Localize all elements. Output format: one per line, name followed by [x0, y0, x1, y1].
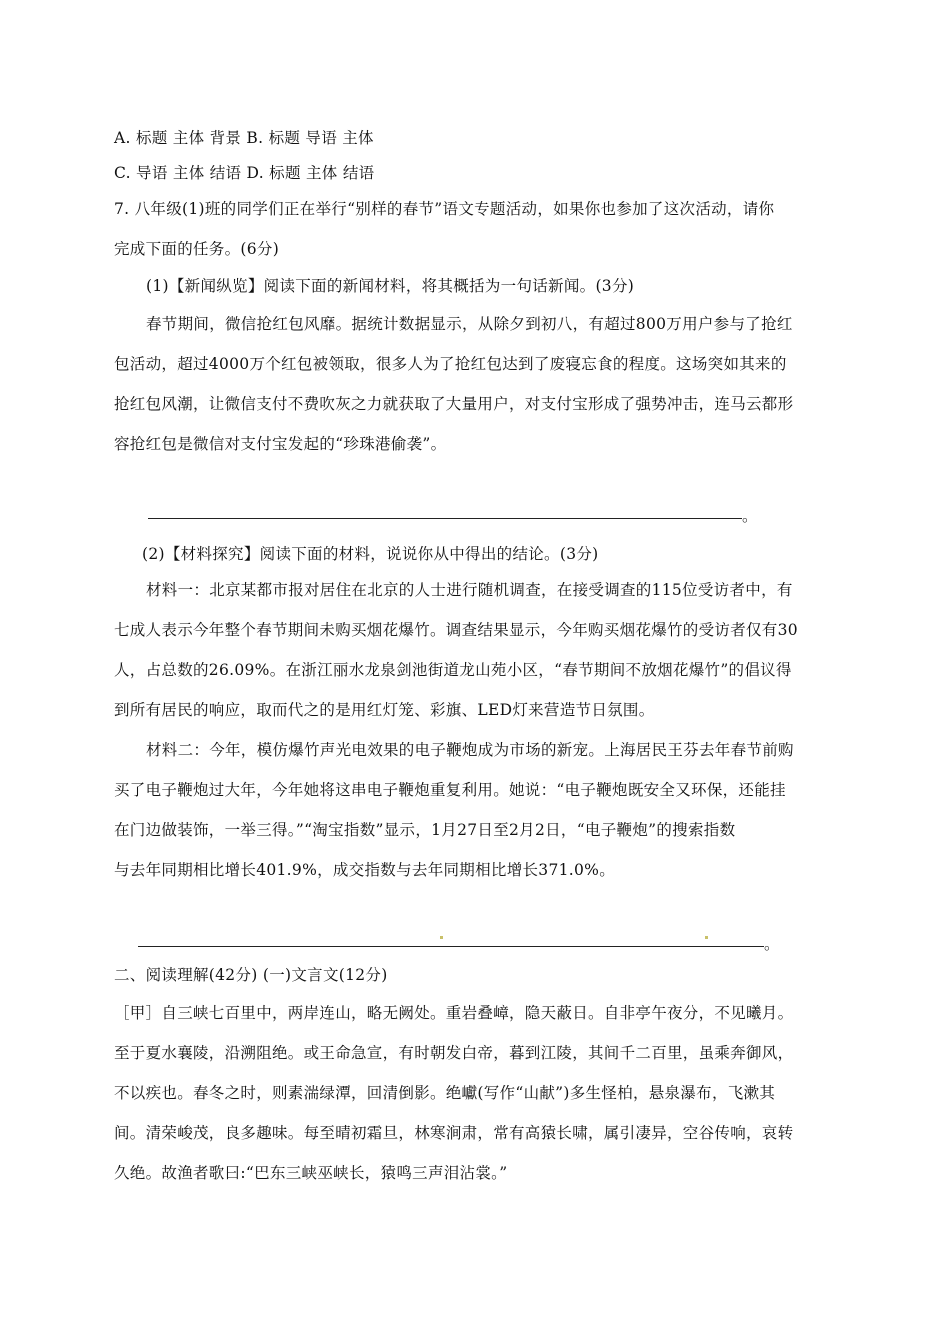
- material2-line: 在门边做装饰，一举三得。”“淘宝指数”显示，1月27日至2月2日，“电子鞭炮”的搜索指数: [114, 821, 736, 839]
- passage-line: ［甲］自三峡七百里中，两岸连山，略无阙处。重岩叠嶂，隐天蔽日。自非亭午夜分，不见曦月。: [114, 1004, 794, 1022]
- part2-end-mark: 。: [764, 935, 780, 953]
- passage-line: 不以疾也。春冬之时，则素湍绿潭，回清倒影。绝巘(写作“山献”)多生怪柏，悬泉瀑布，飞漱其: [114, 1084, 776, 1102]
- material1-line: 七成人表示今年整个春节期间未购买烟花爆竹。调查结果显示，今年购买烟花爆竹的受访者仅有30: [114, 621, 798, 639]
- passage-line: 间。清荣峻茂，良多趣味。每至晴初霜旦，林寒涧肃，常有高猿长啸，属引凄异，空谷传响，哀转: [114, 1124, 794, 1142]
- blank-marker: [705, 936, 708, 939]
- part1-answer-blank[interactable]: [148, 518, 742, 519]
- material1-line: 人，占总数的26.09%。在浙江丽水龙泉剑池街道龙山苑小区，“春节期间不放烟花爆竹”的倡议得: [114, 661, 792, 679]
- material1-line: 到所有居民的响应，取而代之的是用红灯笼、彩旗、LED灯来营造节日氛围。: [114, 701, 655, 719]
- material1-line: 材料一：北京某都市报对居住在北京的人士进行随机调查，在接受调查的115位受访者中，有: [146, 581, 793, 599]
- material2-line: 买了电子鞭炮过大年，今年她将这串电子鞭炮重复利用。她说：“电子鞭炮既安全又环保，还能挂: [114, 781, 786, 799]
- part2-answer-blank[interactable]: [138, 946, 764, 947]
- part1-prompt: (1)【新闻纵览】阅读下面的新闻材料，将其概括为一句话新闻。(3分): [146, 277, 635, 295]
- question-7-line-1: 7. 八年级(1)班的同学们正在举行“别样的春节”语文专题活动，如果你也参加了这次活动，请你: [114, 200, 775, 218]
- part1-para-line: 容抢红包是微信对支付宝发起的“珍珠港偷袭”。: [114, 435, 447, 453]
- part1-end-mark: 。: [742, 507, 758, 525]
- blank-marker: [440, 936, 443, 939]
- part1-para-line: 春节期间，微信抢红包风靡。据统计数据显示，从除夕到初八，有超过800万用户参与了抢红: [146, 315, 793, 333]
- passage-line: 久绝。故渔者歌曰:“巴东三峡巫峡长，猿鸣三声泪沾裳。”: [114, 1164, 508, 1182]
- part1-para-line: 抢红包风潮，让微信支付不费吹灰之力就获取了大量用户，对支付宝形成了强势冲击，连马云都形: [114, 395, 794, 413]
- material2-line: 与去年同期相比增长401.9%，成交指数与去年同期相比增长371.0%。: [114, 861, 616, 879]
- section-2-heading: 二、阅读理解(42分) (一)文言文(12分): [114, 966, 388, 984]
- part2-prompt: (2)【材料探究】阅读下面的材料，说说你从中得出的结论。(3分): [142, 545, 599, 563]
- part1-para-line: 包活动，超过4000万个红包被领取，很多人为了抢红包达到了废寝忘食的程度。这场突如其来的: [114, 355, 787, 373]
- options-row-1: A. 标题 主体 背景 B. 标题 导语 主体: [114, 129, 374, 147]
- passage-line: 至于夏水襄陵，沿溯阻绝。或王命急宣，有时朝发白帝，暮到江陵，其间千二百里，虽乘奔御风，: [114, 1044, 794, 1062]
- material2-line: 材料二：今年，模仿爆竹声光电效果的电子鞭炮成为市场的新宠。上海居民王芬去年春节前购: [146, 741, 794, 759]
- question-7-line-2: 完成下面的任务。(6分): [114, 240, 280, 258]
- options-row-2: C. 导语 主体 结语 D. 标题 主体 结语: [114, 164, 375, 182]
